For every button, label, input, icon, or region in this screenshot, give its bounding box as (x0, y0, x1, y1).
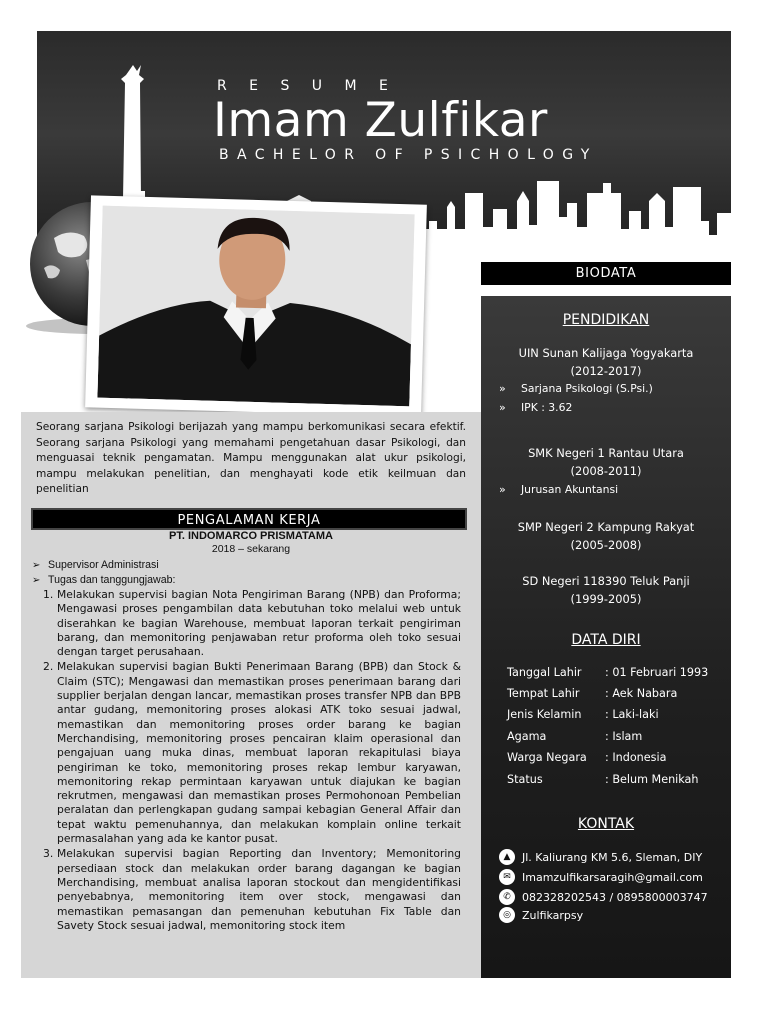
double-chevron-icon: » (499, 401, 506, 414)
profile-photo (97, 206, 414, 407)
personal-row: Status : Belum Menikah (507, 773, 699, 786)
email-icon: ✉ (499, 869, 515, 885)
school-years: (1999-2005) (570, 592, 642, 606)
instagram-icon: ◎ (499, 907, 515, 923)
employment-period: 2018 – sekarang (211, 543, 291, 555)
list-item: ➢ Tugas dan tanggungjawab: (32, 573, 472, 588)
list-item: » Jurusan Akuntansi (499, 483, 619, 496)
candidate-name: Imam Zulfikar (213, 93, 548, 148)
personal-row: Jenis Kelamin : Laki-laki (507, 708, 659, 721)
school-name: SMP Negeri 2 Kampung Rakyat (517, 520, 695, 534)
contact-address: ▲ Jl. Kaliurang KM 5.6, Sleman, DIY (499, 849, 702, 865)
personal-data-heading: DATA DIRI (571, 632, 641, 648)
candidate-degree: BACHELOR OF PSICHOLOGY (219, 147, 598, 163)
list-item: 3. Melakukan supervisi bagian Reporting dan Inventory; Memonitoring persediaan stock dan melakukan order barang dagangan ke bagian Merchandising, membuat analisa laporan stockout dan mengidentifikasi penyebabnya, memonitoring item over stock, mengawasi dan memastikan pemasangan dan pemenuhan kebutuhan Fix Table dan Savety Stock sesuai jadwal, memonitoring stock item (43, 847, 461, 932)
double-chevron-icon: » (499, 483, 506, 496)
list-item: 2. Melakukan supervisi bagian Bukti Penerimaan Barang (BPB) dan Stock & Claim (STC); Mengawasi dan memastikan proses penerimaan barang dari supplier berjalan dengan lancar, memastikan proses transfer NPB dan BPB antar gudang, memonitoring proses alokasi ATK toko sesuai jadwal, memastikan dan memonitoring proses order barang ke bagian Merchandising, memonitoring proses pencairan klaim operasional dan pengajuan uang muka dinas, membuat laporan rekapitulasi biaya pengiriman ke toko, memonitoring proses rekap lembur karyawan, memonitoring rekap permintaan karyawan untuk diajukan ke bagian rekrutmen, mengawasi dan memastikan proses Permohonoan Pembelian peralatan dan perlengkapan gudang sampai kebagian General Affair dan tepat waktu pemenuhannya, dan melakukan komplain online terkait permasalahan yang ada ke kantor pusat. (43, 660, 461, 846)
school-years: (2012-2017) (570, 364, 642, 378)
school-name: SD Negeri 118390 Teluk Panji (522, 574, 690, 588)
contact-instagram: ◎ Zulfikarpsy (499, 907, 583, 923)
location-icon: ▲ (499, 849, 515, 865)
work-experience-heading: PENGALAMAN KERJA (31, 508, 467, 530)
double-chevron-icon: » (499, 382, 506, 395)
company-name: PT. INDOMARCO PRISMATAMA (169, 530, 333, 542)
personal-row: Tanggal Lahir : 01 Februari 1993 (507, 666, 709, 679)
school-name: SMK Negeri 1 Rantau Utara (528, 446, 684, 460)
right-sidebar (481, 296, 731, 978)
school-years: (2005-2008) (570, 538, 642, 552)
personal-row: Tempat Lahir : Aek Nabara (507, 687, 678, 700)
list-item: 1. Melakukan supervisi bagian Nota Pengiriman Barang (NPB) dan Proforma; Mengawasi proses pengambilan data kebutuhan toko melalui web untuk diserahkan ke bagian Warehouse, membuat laporan terkait pengiriman barang, dan memonitoring penjawaban retur proforma oleh toko sesuai dengan target perusahaan. (43, 588, 461, 659)
list-item: ➢ Supervisor Administrasi (32, 558, 472, 573)
resume-label: R E S U M E (217, 78, 397, 94)
list-item: » Sarjana Psikologi (S.Psi.) (499, 382, 653, 395)
job-bullets (32, 558, 472, 589)
left-content-panel (21, 412, 481, 978)
job-duties-list (43, 588, 461, 934)
contact-heading: KONTAK (577, 816, 635, 832)
biodata-heading: BIODATA (481, 262, 731, 285)
contact-email[interactable]: ✉ Imamzulfikarsaragih@gmail.com (499, 869, 703, 885)
phone-icon: ✆ (499, 889, 515, 905)
arrow-right-icon: ➢ (32, 575, 41, 587)
profile-summary: Seorang sarjana Psikologi berijazah yang mampu berkomunikasi secara efektif. Seorang sarjana Psikologi yang memahami pengetahuan dasar Psikologi, dan menguasai teknik pengamatan. Mampu menggunakan alat ukur psikologi, mampu melakukan penelitian, dan menghayati kode etik keilmuan dan penelitian (36, 421, 466, 496)
profile-photo-frame (85, 195, 427, 416)
list-item: » IPK : 3.62 (499, 401, 573, 414)
arrow-right-icon: ➢ (32, 560, 41, 571)
school-name: UIN Sunan Kalijaga Yogyakarta (518, 346, 694, 360)
school-years: (2008-2011) (570, 464, 642, 478)
education-heading: PENDIDIKAN (562, 312, 650, 328)
personal-row: Agama : Islam (507, 730, 643, 743)
contact-phone: ✆ 082328202543 / 0895800003747 (499, 889, 708, 905)
personal-row: Warga Negara : Indonesia (507, 751, 667, 764)
